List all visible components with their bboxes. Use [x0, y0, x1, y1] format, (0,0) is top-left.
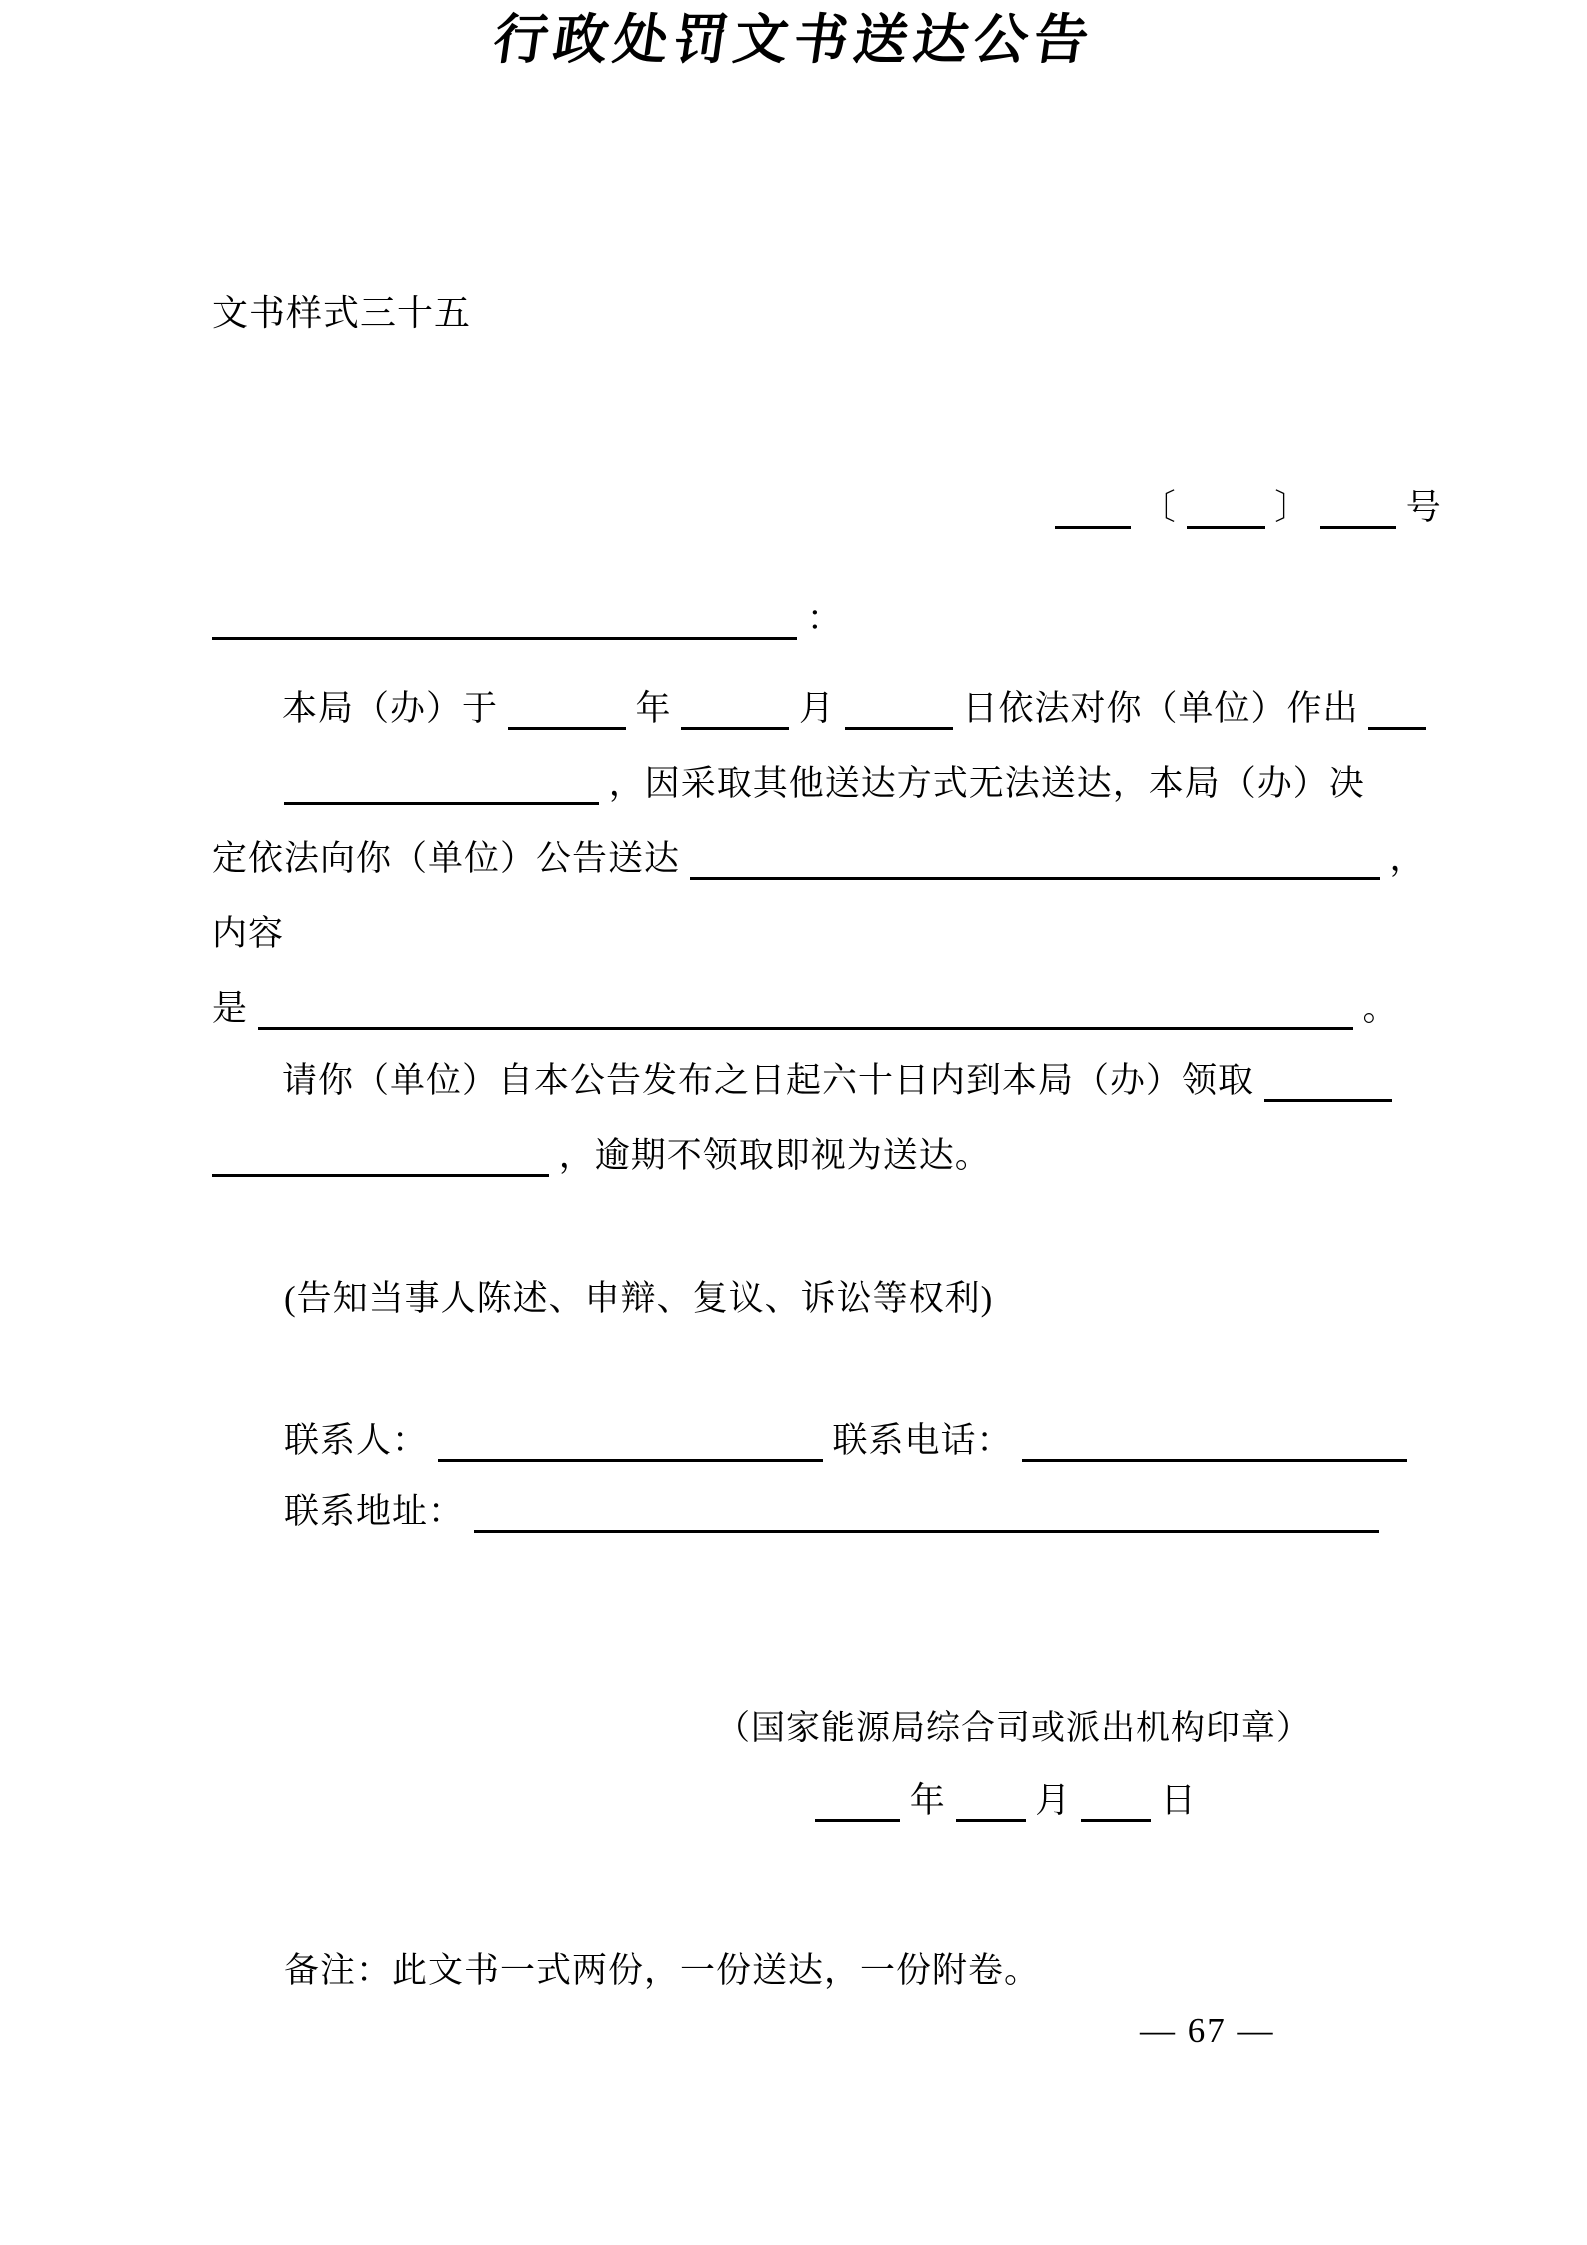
doc-number-blank-3 [1320, 492, 1396, 529]
addressee-blank [212, 603, 797, 640]
doc-number-blank-2 [1187, 492, 1265, 529]
decision-name-blank-continued [284, 768, 599, 805]
body-text: 是 [212, 989, 249, 1028]
contact-phone-label: 联系电话： [832, 1421, 1013, 1460]
contact-address-label: 联系地址： [284, 1492, 465, 1531]
date-day-blank [1081, 1785, 1151, 1822]
style-label: 文书样式三十五 [212, 293, 472, 333]
body-line-3 [212, 838, 1426, 880]
contact-person-blank [438, 1425, 823, 1462]
day-blank [845, 693, 953, 730]
signature-date-line [212, 1780, 1197, 1822]
contact-address-row [212, 1491, 1379, 1533]
body-text: ， [1389, 839, 1426, 878]
month-blank [681, 693, 789, 730]
body-text: ，因采取其他送达方式无法送达，本局（办）决 [608, 764, 1365, 803]
doc-number-bracket-close: 〕 [1274, 488, 1311, 527]
body-text: 请你（单位）自本公告发布之日起六十日内到本局（办）领取 [282, 1061, 1255, 1100]
rights-note [212, 1278, 993, 1320]
rights-note-text: (告知当事人陈述、申辩、复议、诉讼等权利) [284, 1279, 994, 1318]
content-blank [258, 993, 1353, 1030]
body-text: 内容 [212, 914, 285, 953]
year-blank [508, 693, 626, 730]
remark-note [212, 1950, 1040, 1992]
served-document-blank [690, 843, 1380, 880]
remark-note-text: 备注：此文书一式两份，一份送达，一份附卷。 [284, 1951, 1041, 1990]
contact-phone-blank [1022, 1425, 1407, 1462]
addressee-line [212, 598, 843, 640]
date-year-label: 年 [909, 1781, 946, 1820]
body-text: 本局（办）于 [282, 689, 499, 728]
body-text: 定依法向你（单位）公告送达 [212, 839, 681, 878]
seal-placeholder-text: （国家能源局综合司或派出机构印章） [716, 1710, 1311, 1747]
body-line-2 [212, 763, 1365, 805]
decision-name-blank-start [1368, 693, 1426, 730]
contact-address-blank [474, 1496, 1379, 1533]
body-line-6 [212, 1060, 1392, 1102]
body-text: 月 [799, 689, 836, 728]
body-text: ，逾期不领取即视为送达。 [558, 1136, 991, 1175]
date-month-label: 月 [1035, 1781, 1072, 1820]
body-text: 日依法对你（单位）作出 [962, 689, 1359, 728]
pickup-document-blank-start [1264, 1065, 1392, 1102]
document-title-text: 行政处罚文书送达公告 [489, 10, 1098, 70]
body-text: 。 [1362, 989, 1399, 1028]
body-line-1 [212, 688, 1426, 730]
pickup-document-blank-continued [212, 1140, 549, 1177]
contact-person-label: 联系人： [284, 1421, 429, 1460]
doc-number-line [1055, 487, 1442, 529]
doc-number-suffix: 号 [1405, 488, 1442, 527]
body-line-4 [212, 913, 284, 955]
date-day-label: 日 [1160, 1781, 1197, 1820]
page-number: — 67 — [1140, 2011, 1275, 2050]
date-month-blank [956, 1785, 1026, 1822]
body-line-7 [212, 1135, 991, 1177]
contact-row [212, 1420, 1407, 1462]
seal-placeholder [212, 1708, 1311, 1750]
addressee-colon: ： [806, 599, 843, 638]
date-year-blank [815, 1785, 900, 1822]
document-title [0, 0, 1587, 80]
body-text: 年 [635, 689, 672, 728]
doc-number-blank-1 [1055, 492, 1131, 529]
doc-number-bracket-open: 〔 [1140, 488, 1177, 527]
body-line-5 [212, 988, 1399, 1030]
